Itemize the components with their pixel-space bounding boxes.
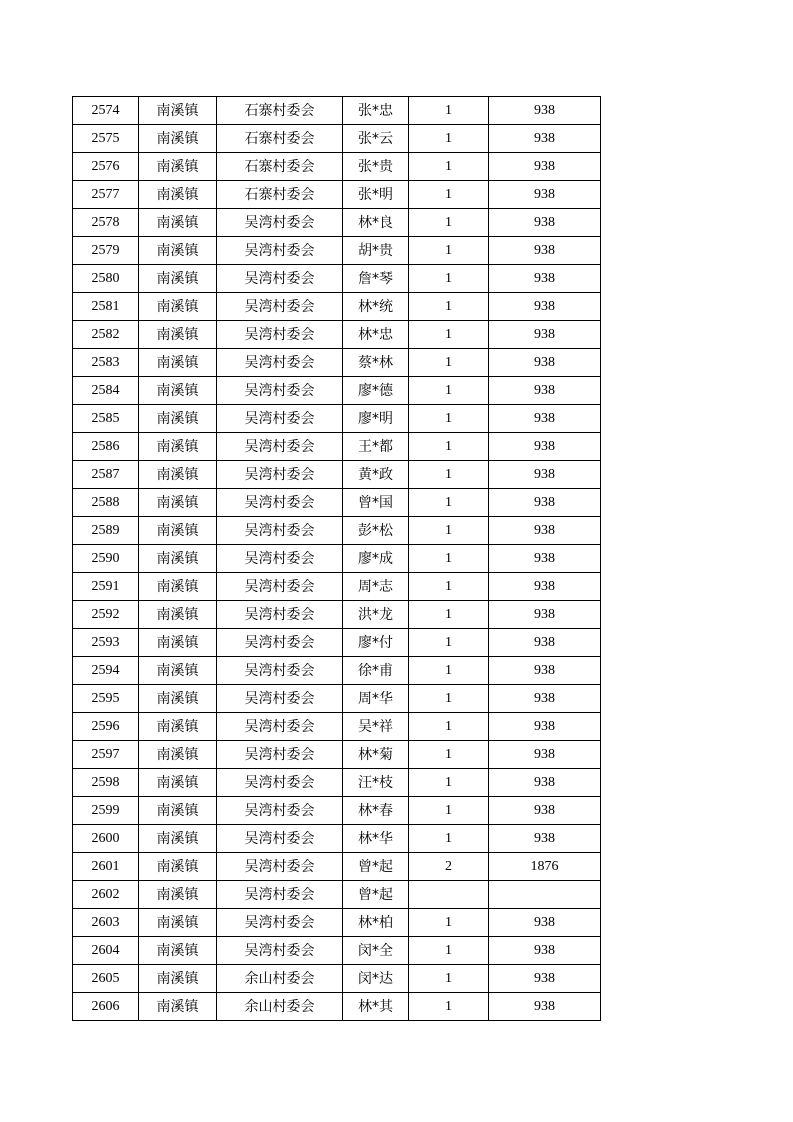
amount-cell: 938	[489, 573, 601, 601]
town-cell: 南溪镇	[139, 153, 217, 181]
amount-cell: 938	[489, 797, 601, 825]
count-cell: 1	[409, 377, 489, 405]
count-cell: 1	[409, 993, 489, 1021]
serial-number-cell: 2604	[73, 937, 139, 965]
town-cell: 南溪镇	[139, 713, 217, 741]
table-row	[73, 909, 601, 937]
village-committee-cell: 吴湾村委会	[217, 601, 343, 629]
table-row	[73, 97, 601, 125]
count-cell: 1	[409, 433, 489, 461]
amount-cell: 938	[489, 433, 601, 461]
person-name-cell: 林*柏	[343, 909, 409, 937]
serial-number-cell: 2596	[73, 713, 139, 741]
person-name-cell: 曾*起	[343, 881, 409, 909]
village-committee-cell: 吴湾村委会	[217, 797, 343, 825]
village-committee-cell: 吴湾村委会	[217, 377, 343, 405]
table-row	[73, 713, 601, 741]
village-committee-cell: 吴湾村委会	[217, 349, 343, 377]
serial-number-cell: 2600	[73, 825, 139, 853]
person-name-cell: 廖*成	[343, 545, 409, 573]
village-committee-cell: 石寨村委会	[217, 181, 343, 209]
town-cell: 南溪镇	[139, 321, 217, 349]
serial-number-cell: 2597	[73, 741, 139, 769]
count-cell: 1	[409, 209, 489, 237]
person-name-cell: 林*其	[343, 993, 409, 1021]
table-row	[73, 685, 601, 713]
amount-cell: 938	[489, 97, 601, 125]
amount-cell: 1876	[489, 853, 601, 881]
village-committee-cell: 石寨村委会	[217, 153, 343, 181]
count-cell: 1	[409, 461, 489, 489]
person-name-cell: 曾*起	[343, 853, 409, 881]
serial-number-cell: 2579	[73, 237, 139, 265]
village-committee-cell: 吴湾村委会	[217, 881, 343, 909]
count-cell: 1	[409, 97, 489, 125]
amount-cell: 938	[489, 125, 601, 153]
amount-cell: 938	[489, 741, 601, 769]
count-cell: 1	[409, 489, 489, 517]
table-row	[73, 993, 601, 1021]
count-cell: 1	[409, 965, 489, 993]
count-cell: 1	[409, 573, 489, 601]
amount-cell: 938	[489, 377, 601, 405]
serial-number-cell: 2585	[73, 405, 139, 433]
town-cell: 南溪镇	[139, 377, 217, 405]
amount-cell: 938	[489, 517, 601, 545]
person-name-cell: 廖*付	[343, 629, 409, 657]
town-cell: 南溪镇	[139, 489, 217, 517]
count-cell: 1	[409, 685, 489, 713]
person-name-cell: 闵*全	[343, 937, 409, 965]
table-row	[73, 349, 601, 377]
serial-number-cell: 2588	[73, 489, 139, 517]
amount-cell: 938	[489, 769, 601, 797]
amount-cell: 938	[489, 713, 601, 741]
count-cell: 2	[409, 853, 489, 881]
village-committee-cell: 吴湾村委会	[217, 573, 343, 601]
village-committee-cell: 吴湾村委会	[217, 265, 343, 293]
village-committee-cell: 吴湾村委会	[217, 937, 343, 965]
table-row	[73, 853, 601, 881]
town-cell: 南溪镇	[139, 349, 217, 377]
person-name-cell: 曾*国	[343, 489, 409, 517]
town-cell: 南溪镇	[139, 573, 217, 601]
person-name-cell: 胡*贵	[343, 237, 409, 265]
table-row	[73, 797, 601, 825]
town-cell: 南溪镇	[139, 685, 217, 713]
village-committee-cell: 余山村委会	[217, 993, 343, 1021]
town-cell: 南溪镇	[139, 517, 217, 545]
village-committee-cell: 吴湾村委会	[217, 769, 343, 797]
amount-cell: 938	[489, 153, 601, 181]
serial-number-cell: 2601	[73, 853, 139, 881]
town-cell: 南溪镇	[139, 881, 217, 909]
town-cell: 南溪镇	[139, 909, 217, 937]
table-row	[73, 265, 601, 293]
person-name-cell: 黄*政	[343, 461, 409, 489]
table-row	[73, 769, 601, 797]
person-name-cell: 张*明	[343, 181, 409, 209]
count-cell: 1	[409, 545, 489, 573]
town-cell: 南溪镇	[139, 797, 217, 825]
village-committee-cell: 吴湾村委会	[217, 461, 343, 489]
amount-cell: 938	[489, 265, 601, 293]
amount-cell: 938	[489, 965, 601, 993]
village-committee-cell: 石寨村委会	[217, 97, 343, 125]
count-cell: 1	[409, 153, 489, 181]
amount-cell: 938	[489, 489, 601, 517]
count-cell: 1	[409, 321, 489, 349]
count-cell: 1	[409, 657, 489, 685]
table-row	[73, 293, 601, 321]
count-cell: 1	[409, 769, 489, 797]
village-committee-cell: 吴湾村委会	[217, 853, 343, 881]
serial-number-cell: 2599	[73, 797, 139, 825]
roster-table	[72, 96, 601, 1021]
serial-number-cell: 2577	[73, 181, 139, 209]
town-cell: 南溪镇	[139, 237, 217, 265]
town-cell: 南溪镇	[139, 209, 217, 237]
person-name-cell: 林*菊	[343, 741, 409, 769]
serial-number-cell: 2590	[73, 545, 139, 573]
table-row	[73, 517, 601, 545]
serial-number-cell: 2595	[73, 685, 139, 713]
town-cell: 南溪镇	[139, 545, 217, 573]
table-row	[73, 825, 601, 853]
table-row	[73, 461, 601, 489]
table-row	[73, 153, 601, 181]
person-name-cell: 林*统	[343, 293, 409, 321]
town-cell: 南溪镇	[139, 741, 217, 769]
amount-cell: 938	[489, 601, 601, 629]
count-cell: 1	[409, 181, 489, 209]
person-name-cell: 张*云	[343, 125, 409, 153]
person-name-cell: 洪*龙	[343, 601, 409, 629]
village-committee-cell: 吴湾村委会	[217, 545, 343, 573]
village-committee-cell: 吴湾村委会	[217, 321, 343, 349]
person-name-cell: 徐*甫	[343, 657, 409, 685]
count-cell: 1	[409, 237, 489, 265]
table-row	[73, 489, 601, 517]
town-cell: 南溪镇	[139, 97, 217, 125]
village-committee-cell: 石寨村委会	[217, 125, 343, 153]
serial-number-cell: 2575	[73, 125, 139, 153]
person-name-cell: 周*华	[343, 685, 409, 713]
amount-cell: 938	[489, 293, 601, 321]
amount-cell: 938	[489, 937, 601, 965]
person-name-cell: 汪*枝	[343, 769, 409, 797]
town-cell: 南溪镇	[139, 937, 217, 965]
table-row	[73, 937, 601, 965]
person-name-cell: 林*忠	[343, 321, 409, 349]
serial-number-cell: 2574	[73, 97, 139, 125]
count-cell: 1	[409, 629, 489, 657]
serial-number-cell: 2594	[73, 657, 139, 685]
roster-body	[73, 97, 601, 1021]
count-cell: 1	[409, 601, 489, 629]
table-row	[73, 741, 601, 769]
town-cell: 南溪镇	[139, 461, 217, 489]
person-name-cell: 彭*松	[343, 517, 409, 545]
serial-number-cell: 2593	[73, 629, 139, 657]
person-name-cell: 张*贵	[343, 153, 409, 181]
serial-number-cell: 2603	[73, 909, 139, 937]
village-committee-cell: 吴湾村委会	[217, 489, 343, 517]
person-name-cell: 周*志	[343, 573, 409, 601]
count-cell: 1	[409, 797, 489, 825]
village-committee-cell: 吴湾村委会	[217, 629, 343, 657]
amount-cell: 938	[489, 629, 601, 657]
table-row	[73, 657, 601, 685]
count-cell: 1	[409, 265, 489, 293]
table-row	[73, 881, 601, 909]
village-committee-cell: 吴湾村委会	[217, 433, 343, 461]
table-row	[73, 405, 601, 433]
serial-number-cell: 2592	[73, 601, 139, 629]
table-row	[73, 573, 601, 601]
table-row	[73, 125, 601, 153]
count-cell: 1	[409, 825, 489, 853]
serial-number-cell: 2606	[73, 993, 139, 1021]
count-cell: 1	[409, 293, 489, 321]
town-cell: 南溪镇	[139, 601, 217, 629]
town-cell: 南溪镇	[139, 629, 217, 657]
town-cell: 南溪镇	[139, 293, 217, 321]
amount-cell: 938	[489, 825, 601, 853]
serial-number-cell: 2576	[73, 153, 139, 181]
amount-cell: 938	[489, 657, 601, 685]
town-cell: 南溪镇	[139, 769, 217, 797]
table-row	[73, 321, 601, 349]
village-committee-cell: 吴湾村委会	[217, 909, 343, 937]
amount-cell	[489, 881, 601, 909]
village-committee-cell: 吴湾村委会	[217, 293, 343, 321]
serial-number-cell: 2589	[73, 517, 139, 545]
person-name-cell: 闵*达	[343, 965, 409, 993]
person-name-cell: 吴*祥	[343, 713, 409, 741]
town-cell: 南溪镇	[139, 825, 217, 853]
village-committee-cell: 余山村委会	[217, 965, 343, 993]
count-cell: 1	[409, 125, 489, 153]
person-name-cell: 廖*明	[343, 405, 409, 433]
amount-cell: 938	[489, 993, 601, 1021]
town-cell: 南溪镇	[139, 853, 217, 881]
town-cell: 南溪镇	[139, 405, 217, 433]
person-name-cell: 林*良	[343, 209, 409, 237]
village-committee-cell: 吴湾村委会	[217, 825, 343, 853]
serial-number-cell: 2583	[73, 349, 139, 377]
table-row	[73, 601, 601, 629]
table-row	[73, 433, 601, 461]
count-cell: 1	[409, 741, 489, 769]
village-committee-cell: 吴湾村委会	[217, 405, 343, 433]
amount-cell: 938	[489, 181, 601, 209]
village-committee-cell: 吴湾村委会	[217, 741, 343, 769]
amount-cell: 938	[489, 685, 601, 713]
village-committee-cell: 吴湾村委会	[217, 517, 343, 545]
count-cell: 1	[409, 405, 489, 433]
count-cell: 1	[409, 349, 489, 377]
town-cell: 南溪镇	[139, 265, 217, 293]
count-cell	[409, 881, 489, 909]
table-row	[73, 237, 601, 265]
serial-number-cell: 2605	[73, 965, 139, 993]
person-name-cell: 廖*德	[343, 377, 409, 405]
town-cell: 南溪镇	[139, 433, 217, 461]
count-cell: 1	[409, 909, 489, 937]
village-committee-cell: 吴湾村委会	[217, 657, 343, 685]
town-cell: 南溪镇	[139, 125, 217, 153]
village-committee-cell: 吴湾村委会	[217, 209, 343, 237]
count-cell: 1	[409, 517, 489, 545]
serial-number-cell: 2598	[73, 769, 139, 797]
serial-number-cell: 2591	[73, 573, 139, 601]
person-name-cell: 詹*琴	[343, 265, 409, 293]
serial-number-cell: 2586	[73, 433, 139, 461]
amount-cell: 938	[489, 461, 601, 489]
amount-cell: 938	[489, 545, 601, 573]
town-cell: 南溪镇	[139, 965, 217, 993]
table-row	[73, 545, 601, 573]
amount-cell: 938	[489, 321, 601, 349]
amount-cell: 938	[489, 909, 601, 937]
amount-cell: 938	[489, 237, 601, 265]
serial-number-cell: 2587	[73, 461, 139, 489]
village-committee-cell: 吴湾村委会	[217, 685, 343, 713]
town-cell: 南溪镇	[139, 181, 217, 209]
serial-number-cell: 2578	[73, 209, 139, 237]
person-name-cell: 蔡*林	[343, 349, 409, 377]
table-row	[73, 209, 601, 237]
count-cell: 1	[409, 937, 489, 965]
town-cell: 南溪镇	[139, 993, 217, 1021]
person-name-cell: 王*都	[343, 433, 409, 461]
table-row	[73, 181, 601, 209]
person-name-cell: 林*春	[343, 797, 409, 825]
serial-number-cell: 2582	[73, 321, 139, 349]
table-row	[73, 629, 601, 657]
person-name-cell: 张*忠	[343, 97, 409, 125]
table-row	[73, 965, 601, 993]
village-committee-cell: 吴湾村委会	[217, 713, 343, 741]
amount-cell: 938	[489, 209, 601, 237]
count-cell: 1	[409, 713, 489, 741]
serial-number-cell: 2580	[73, 265, 139, 293]
serial-number-cell: 2602	[73, 881, 139, 909]
person-name-cell: 林*华	[343, 825, 409, 853]
amount-cell: 938	[489, 405, 601, 433]
serial-number-cell: 2581	[73, 293, 139, 321]
table-row	[73, 377, 601, 405]
amount-cell: 938	[489, 349, 601, 377]
serial-number-cell: 2584	[73, 377, 139, 405]
village-committee-cell: 吴湾村委会	[217, 237, 343, 265]
town-cell: 南溪镇	[139, 657, 217, 685]
